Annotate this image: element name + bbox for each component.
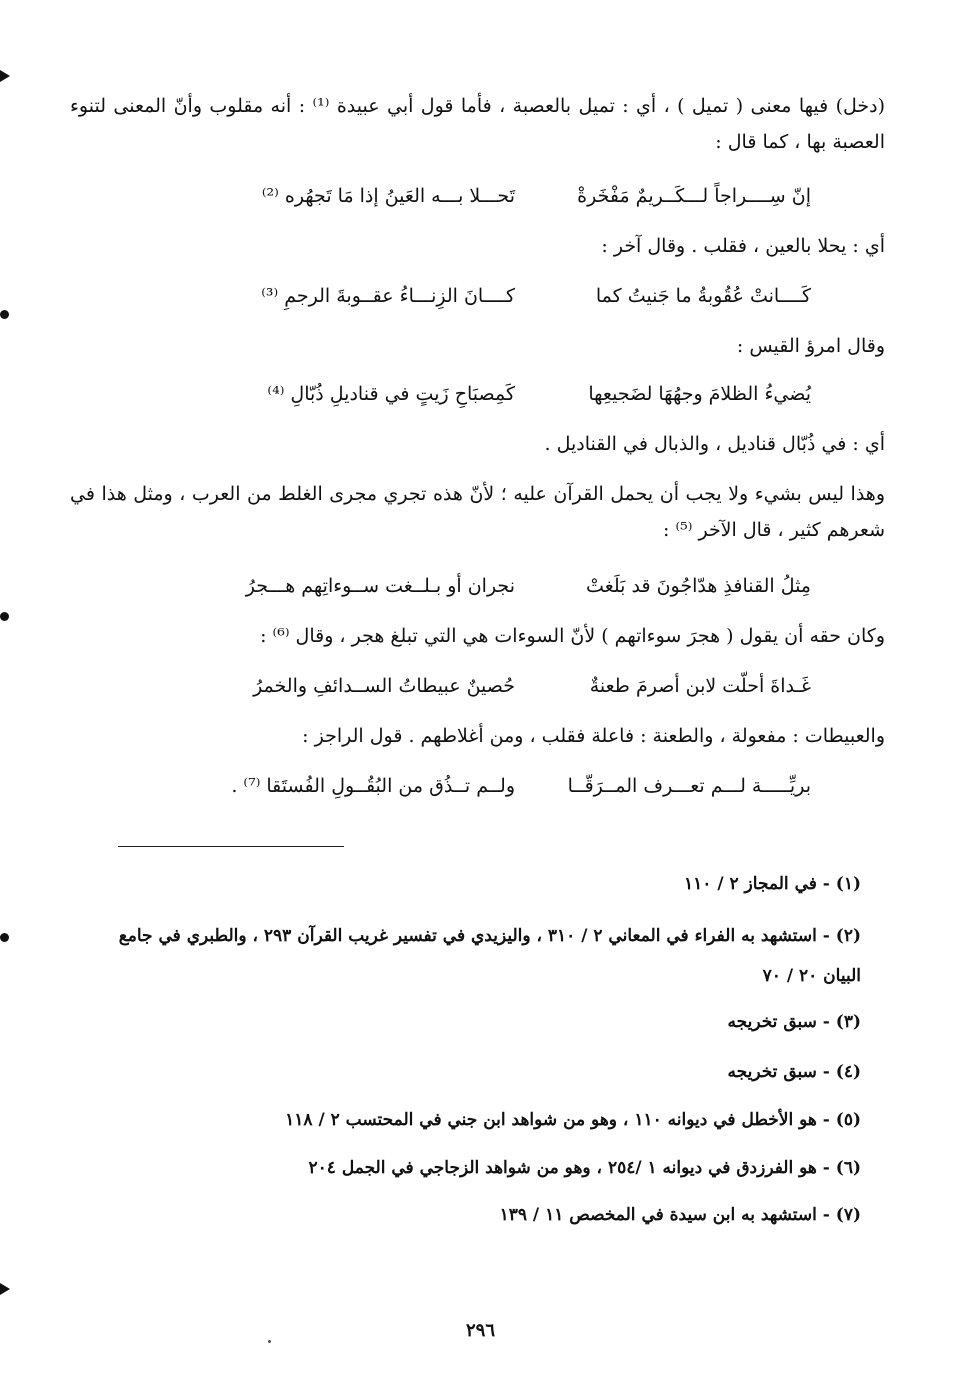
footnote-1: (١) - في المجاز ٢ / ١١٠ (684, 874, 861, 894)
verse-2-first-hemistich: كَــــانتْ عُقُوبةُ ما جَنيتُ كما (595, 285, 811, 307)
binding-mark-icon (0, 1283, 10, 1295)
footnote-6: (٦) - هو الفرزدق في ديوانه ١ /٢٥٤ ، وهو من شواهد الزجاجي في الجمل ٢٠٤ (308, 1158, 861, 1178)
verse-5-second-hemistich: حُصينٌ عبيطاتُ الســدائفِ والخمرُ (253, 675, 515, 697)
footnote-separator (118, 846, 344, 847)
paragraph-2: أي : يحلا بالعين ، فقلب . وقال آخر : (601, 235, 885, 257)
verse-3 (225, 376, 811, 412)
footnote-4: (٤) - سبق تخريجه (727, 1062, 861, 1082)
paragraph-1: (دخل) فيها معنى ( تميل ) ، أي : تميل بالعصبة ، فأما قول أبي عبيدة ⁽¹⁾ : أنه مقلوب وأنّ المعنى لتنوء العصبة بها ، كما قال : (70, 95, 885, 153)
verse-4 (225, 568, 811, 604)
footnote-7: (٧) - استشهد به ابن سيدة في المخصص ١١ / ١٣٩ (499, 1205, 861, 1225)
paragraph-7: والعبيطات : مفعولة ، والطعنة : فاعلة فقلب ، ومن أغلاطهم . قول الراجز : (302, 725, 885, 747)
verse-2-second-hemistich: كــــانَ الزِنـــاءُ عقــوبةَ الرجمِ ⁽³⁾ (261, 285, 515, 307)
footnote-2: (٢) - استشهد به الفراء في المعاني ٢ / ٣١٠ ، واليزيدي في تفسير غريب القرآن ٢٩٣ ، والطبري في جامع البيان ٢٠ / ٧٠ (118, 926, 861, 986)
binding-mark-icon (0, 933, 9, 942)
verse-2 (225, 278, 811, 314)
verse-4-second-hemistich: نجران أو بـلــغت ســوءاتِهم هـــجرُ (245, 575, 515, 597)
verse-1 (225, 178, 811, 214)
binding-mark-icon (0, 70, 10, 82)
binding-mark-icon (0, 310, 9, 319)
verse-5 (225, 668, 811, 704)
scan-speck-icon (268, 1340, 271, 1343)
verse-5-first-hemistich: غَـداةَ أحلّت لابن أصرمَ طعنةٌ (589, 675, 811, 697)
footnote-5: (٥) - هو الأخطل في ديوانه ١١٠ ، وهو من شواهد ابن جني في المحتسب ٢ / ١١٨ (285, 1110, 861, 1130)
verse-6-first-hemistich: بريِّـــــة لـــم تعـــرف المــرَقّــا (567, 775, 811, 797)
verse-6-second-hemistich: ولــم تــذُق من البُقُــولِ الفُستَقا ⁽⁷⁾ . (231, 775, 515, 797)
paragraph-4: أي : في ذُبّال قناديل ، والذبال في القناديل . (544, 433, 885, 455)
verse-3-second-hemistich: كَمِصبَاحِ زَيتٍ في قناديلِ ذُبّالِ ⁽⁴⁾ (267, 383, 515, 405)
verse-6 (225, 768, 811, 804)
verse-4-first-hemistich: مِثلُ القنافذِ هدّاجُونَ قد بَلَغتْ (586, 575, 811, 597)
page-number: ٢٩٦ (465, 1320, 495, 1341)
verse-3-first-hemistich: يُضيءُ الظلامَ وجهُهَا لضَجيعِها (588, 383, 811, 405)
footnote-3: (٣) - سبق تخريجه (727, 1012, 861, 1032)
paragraph-5: وهذا ليس بشيء ولا يجب أن يحمل القرآن عليه ؛ لأنّ هذه تجري مجرى الغلط من العرب ، ومثل هذا في شعرهم كثير ، قال الآخر ⁽⁵⁾ : (70, 483, 885, 541)
binding-mark-icon (0, 612, 9, 621)
verse-1-first-hemistich: إنّ سِــــراجاً لـــكَــريمٌ مَفْخَرةْ (577, 185, 811, 207)
verse-1-second-hemistich: تَحـــلا بـــه العَينُ إذا مَا تَجهُره ⁽²⁾ (261, 185, 515, 207)
paragraph-6: وكان حقه أن يقول ( هجرَ سوءاتهم ) لأنّ السوءات هي التي تبلغ هجر ، وقال ⁽⁶⁾ : (260, 625, 885, 647)
paragraph-3: وقال امرؤ القيس : (736, 335, 885, 357)
